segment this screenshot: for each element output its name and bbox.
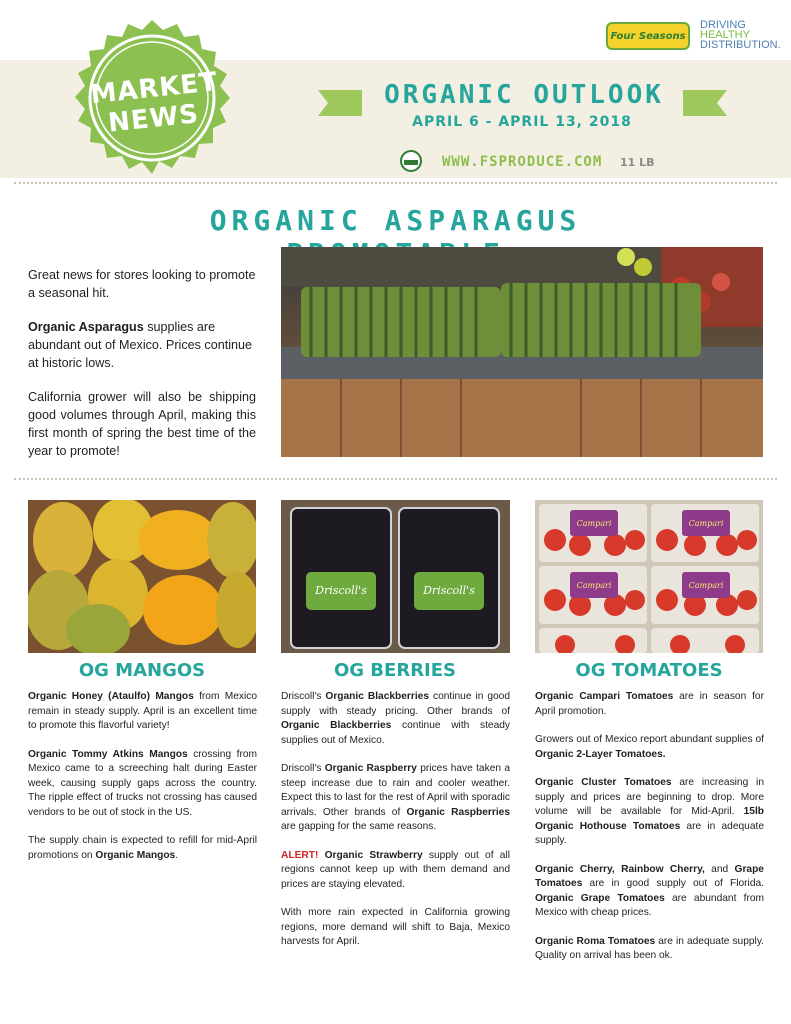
berry-label-2: Driscoll's	[423, 584, 475, 597]
dhd-line-1: DRIVING	[700, 19, 746, 31]
tomatoes-p1-text: are in season for April promotion.	[535, 691, 764, 717]
intro-copy	[28, 266, 256, 476]
berry-label-1: Driscoll's	[315, 584, 367, 597]
dhd-line-3: DISTRIBUTION.	[700, 39, 781, 51]
badge-line-1: MARKET	[89, 67, 220, 111]
tomato-label-3: Campari	[576, 581, 612, 590]
mangos-column	[28, 690, 257, 877]
divider-middle	[14, 478, 777, 480]
mangos-p3-text: The supply chain is expected to refill for mid-April promotions on	[28, 835, 257, 861]
tomatoes-p4-c: are in good supply out of Florida.	[582, 878, 764, 889]
divider-top	[14, 182, 777, 184]
mangos-p2-text: crossing from Mexico came to a screeching halt during Easter week, causing supply gaps across the country. The ripple effect of trucks not crossing has caused vendors to be out of stock in the US.	[28, 748, 257, 818]
mangos-paragraph-2	[28, 748, 257, 821]
berries-column	[281, 690, 510, 964]
berries-photo	[281, 500, 510, 653]
berries-p2-a: Driscoll's	[281, 763, 325, 774]
berries-paragraph-3	[281, 849, 510, 893]
tomatoes-paragraph-5	[535, 935, 764, 964]
alert-label: ALERT!	[281, 849, 319, 861]
tomatoes-p3-bold: Organic Cluster Tomatoes	[535, 777, 672, 788]
weight-label: 11 LB	[620, 156, 655, 169]
intro-paragraph-3: California grower will also be shipping good volumes through April, making this first month of spring the best time of the year to promote!	[28, 390, 256, 458]
intro-paragraph-1: Great news for stores looking to promote a seasonal hit.	[28, 268, 256, 300]
tomato-label-2: Campari	[688, 519, 724, 528]
tomatoes-photo	[535, 500, 763, 653]
berries-p3-text: supply out of all regions cannot keep up with them demand and prices are staying elevated.	[281, 849, 510, 890]
asparagus-photo	[281, 247, 763, 457]
mangos-p3-bold: Organic Mangos	[95, 849, 176, 861]
tomatoes-paragraph-1	[535, 690, 764, 719]
date-range: APRIL 6 - APRIL 13, 2018	[412, 114, 632, 130]
tomatoes-p3-bold-2: 15lb Organic Hothouse Tomatoes	[535, 806, 764, 832]
tomatoes-p3-text: are increasing in supply and prices are beginning to drop. More volume will be available for Mid-April.	[535, 777, 764, 817]
tomatoes-p5-text: are in adequate supply. Quality on arrival has been ok.	[535, 935, 764, 961]
tomatoes-p4-a: and	[704, 863, 735, 875]
tomatoes-heading: OG TOMATOES	[575, 660, 723, 681]
berries-heading: OG BERRIES	[333, 660, 457, 681]
mangos-paragraph-3	[28, 834, 257, 863]
intro-bold: Organic Asparagus	[28, 320, 144, 334]
badge-line-2: NEWS	[106, 99, 201, 139]
berries-p3-bold: Organic Strawberry	[318, 849, 423, 861]
mangos-heading: OG MANGOS	[78, 660, 206, 681]
tomatoes-column	[535, 690, 764, 978]
berries-p1-b2: Organic Blackberries	[281, 720, 392, 731]
usda-organic-icon	[400, 150, 422, 172]
berries-p1-c: continue in good supply with steady pricing. Other brands of	[281, 691, 510, 717]
headline: ORGANIC ASPARAGUS	[209, 204, 582, 237]
badge-text	[89, 67, 220, 140]
four-seasons-logo	[606, 22, 690, 50]
berries-p2-c: prices have taken a steep increase due to rain and cooler weather. Expect this to last for the rest of April with sporadic arrivals. Other brands of	[281, 763, 510, 818]
berries-p1-a: Driscoll's	[281, 691, 326, 702]
mangos-paragraph-1	[28, 690, 257, 734]
tomatoes-p2-text: Growers out of Mexico report abundant supplies of	[535, 734, 764, 745]
website-link[interactable]: WWW.FSPRODUCE.COM	[442, 154, 603, 170]
mangos-p3-end: .	[175, 849, 179, 861]
tomatoes-p4-b1: Organic Cherry, Rainbow Cherry,	[535, 863, 705, 875]
tomatoes-p4-d: are abundant from Mexico with cheap prices.	[535, 892, 764, 918]
market-news-badge	[62, 16, 242, 186]
tomato-label-4: Campari	[688, 581, 724, 590]
tomatoes-paragraph-4	[535, 863, 764, 921]
tomatoes-p3-end: are in adequate supply.	[535, 820, 764, 846]
berries-p1-b1: Organic Blackberries	[325, 691, 430, 702]
tomatoes-paragraph-2	[535, 733, 764, 762]
mangos-p1-text: from Mexico remain in steady supply. April is an excellent time to promote this flavorful variety!	[28, 691, 257, 731]
berries-paragraph-2	[281, 762, 510, 835]
mangos-p2-bold: Organic Tommy Atkins Mangos	[28, 748, 188, 760]
intro-paragraph-2	[28, 318, 256, 372]
driving-healthy-distribution-logo	[700, 20, 780, 50]
berries-p2-d: are gapping for the same reasons.	[281, 821, 437, 832]
berries-p2-b1: Organic Raspberry	[324, 763, 417, 774]
tomatoes-p4-b3: Organic Grape Tomatoes	[535, 892, 665, 904]
tomatoes-p2-bold: Organic 2-Layer Tomatoes.	[535, 748, 666, 760]
berries-paragraph-4: With more rain expected in California growing regions, more demand will shift to Baja, Mexico harvests for April.	[281, 907, 510, 947]
mangos-photo	[28, 500, 256, 653]
berries-p1-d: continue with steady supplies out of Mexico.	[281, 720, 511, 746]
berries-paragraph-1	[281, 690, 510, 748]
tomatoes-paragraph-3	[535, 776, 764, 849]
dhd-line-2: HEALTHY	[700, 29, 750, 41]
four-seasons-logo-text: Four Seasons	[610, 30, 686, 42]
tomatoes-p1-bold: Organic Campari Tomatoes	[535, 691, 674, 702]
berries-p2-b2: Organic Raspberries	[406, 806, 511, 818]
tomatoes-p4-b2: Grape Tomatoes	[535, 863, 764, 889]
mangos-p1-bold: Organic Honey (Ataulfo) Mangos	[28, 691, 194, 702]
tomato-label-1: Campari	[576, 519, 612, 528]
page-title: ORGANIC OUTLOOK	[384, 80, 664, 110]
intro-text: supplies are abundant out of Mexico. Prices continue at historic lows.	[28, 320, 253, 370]
tomatoes-p5-bold: Organic Roma Tomatoes	[535, 935, 656, 947]
